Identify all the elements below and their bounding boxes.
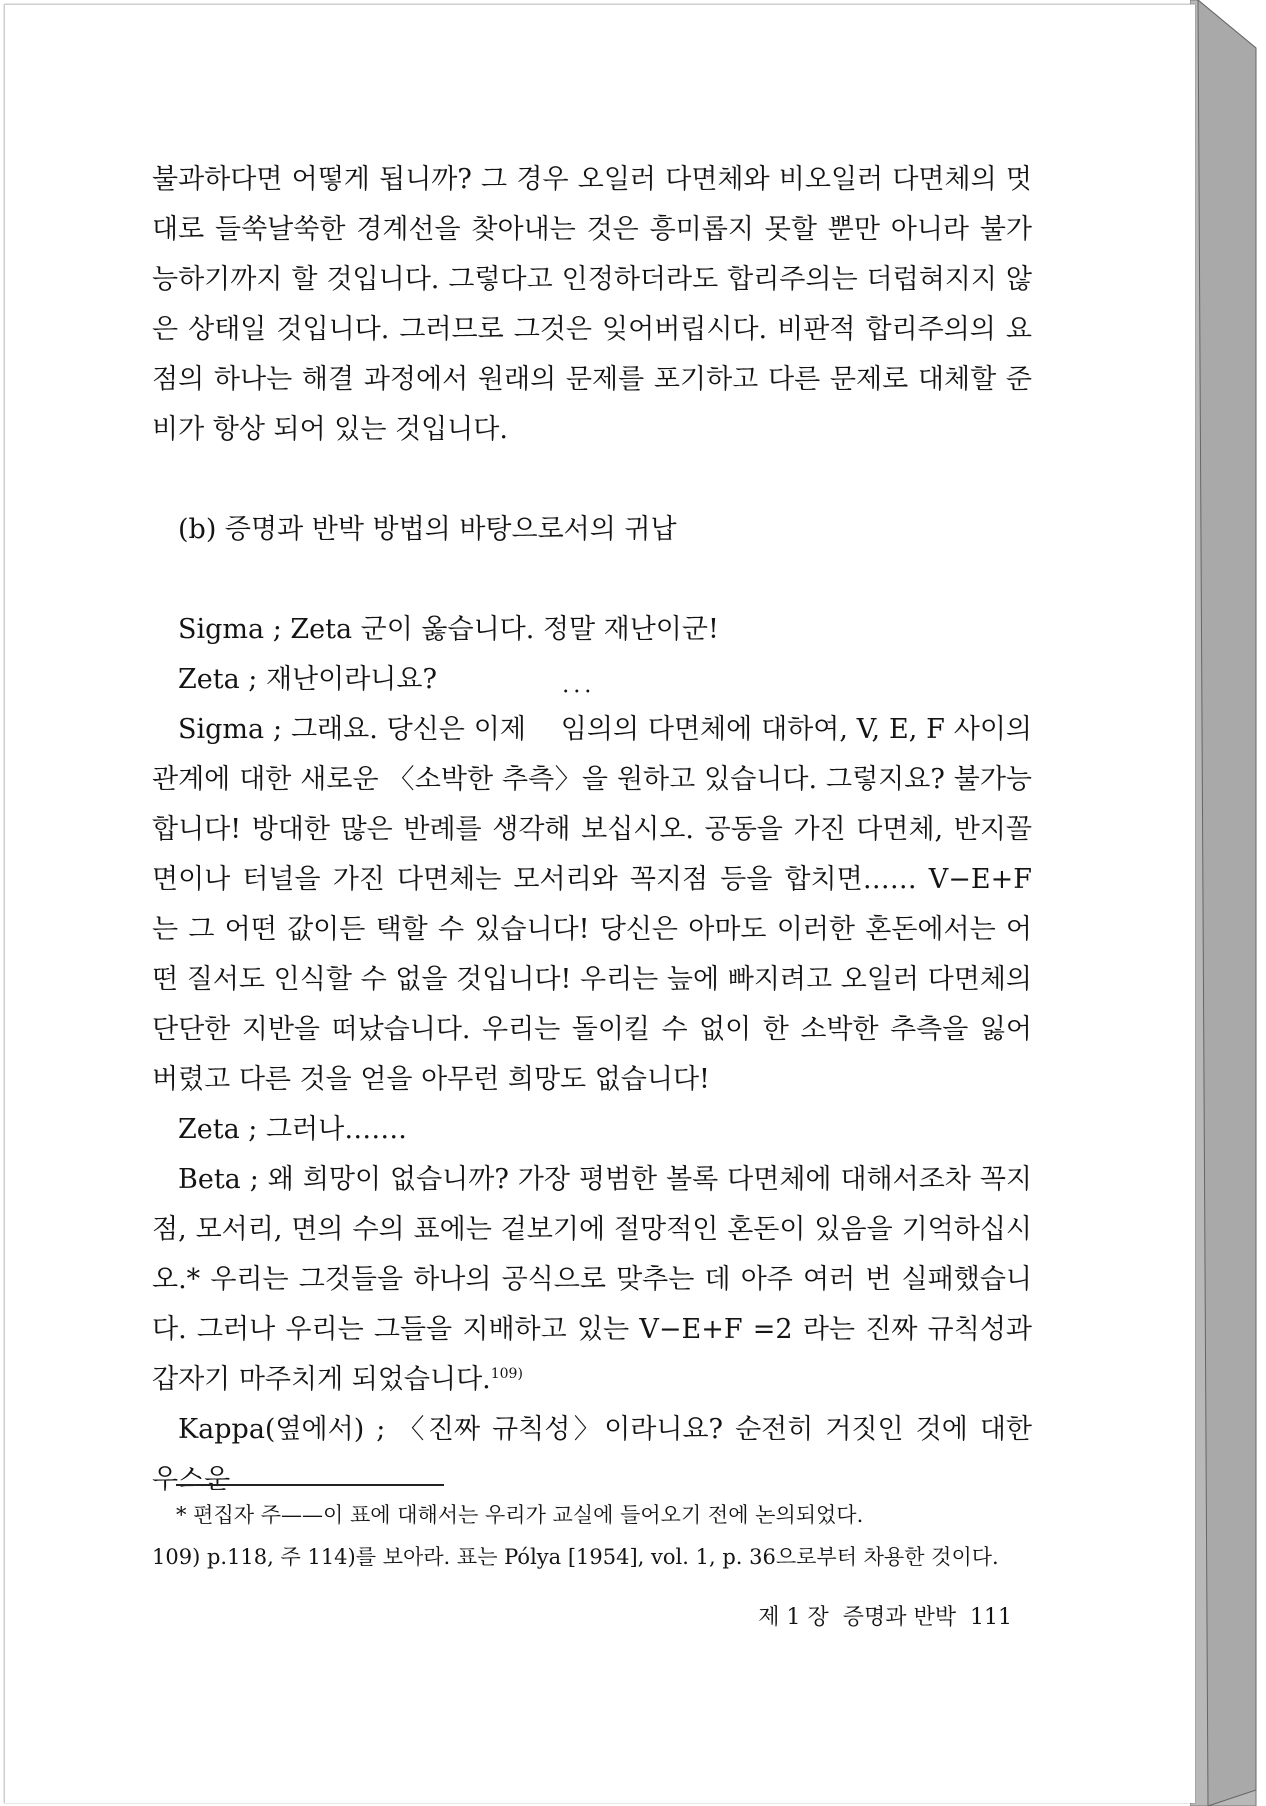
page-body	[152, 155, 1032, 1505]
chapter-title: 증명과 반박	[842, 1605, 956, 1630]
dialogue-line	[152, 705, 1032, 1105]
speaker-name: Zeta	[178, 664, 240, 695]
dialogue-text: 그래요. 당신은 이제	[290, 714, 535, 745]
footnote-reference: 109)	[490, 1366, 523, 1382]
dialogue-line	[152, 1105, 1032, 1155]
speaker-separator: ;	[239, 664, 266, 695]
dialogue-line	[152, 1405, 1032, 1505]
section-heading: (b) 증명과 반박 방법의 바탕으로서의 귀납	[178, 514, 677, 545]
footnote-109: 109) p.118, 주 114)를 보아라. 표는 Pólya [1954], vol. 1, p. 36으로부터 차용한 것이다.	[152, 1545, 999, 1569]
page-footer	[746, 1600, 1012, 1631]
speaker-separator: ;	[239, 1114, 266, 1145]
emphasized-word: • • • 임의의	[535, 705, 639, 755]
footnotes	[152, 1494, 1042, 1578]
dialogue-text: 왜 희망이 없습니까? 가장 평범한 볼록 다면체에 대해서조차 꼭지점, 모서리, 면의 수의 표에는 겉보기에 절망적인 혼돈이 있음을 기억하십시오.* 우리는 그것들을 하나의 공식으로 맞추는 데 아주 여러 번 실패했습니다. 그러나 우리는 그들을 지배하고 있는 V−E+F =2 라는 진짜 규칙성과 갑자기 마주치게 되었습니다.	[152, 1164, 1032, 1395]
speaker-name: Kappa(옆에서)	[178, 1414, 365, 1445]
speaker-separator: ;	[240, 1164, 268, 1195]
speaker-name: Sigma	[178, 614, 265, 645]
speaker-name: Sigma	[178, 714, 265, 745]
dialogue-text: 다면체에 대하여, V, E, F 사이의 관계에 대한 새로운 〈소박한 추측〉을 원하고 있습니다. 그렇지요? 불가능합니다! 방대한 많은 반례를 생각해 보십시오. 공동을 가진 다면체, 반지꼴 면이나 터널을 가진 다면체는 모서리와 꼭지점 등을 합치면…… V−E+F 는 그 어떤 값이든 택할 수 있습니다! 당신은 아마도 이러한 혼돈에서는 어떤 질서도 인식할 수 없을 것입니다! 우리는 늪에 빠지려고 오일러 다면체의 단단한 지반을 떠났습니다. 우리는 돌이킬 수 없이 한 소박한 추측을 잃어 버렸고 다른 것을 얻을 아무런 희망도 없습니다!	[152, 714, 1032, 1095]
footnote-divider	[176, 1484, 444, 1486]
dialogue-line	[152, 605, 1032, 655]
chapter-label: 제 1 장	[758, 1605, 829, 1630]
speaker-separator: ;	[364, 1414, 398, 1445]
dialogue-text: Zeta 군이 옳습니다. 정말 재난이군!	[290, 614, 719, 645]
footnote-editor: * 편집자 주——이 표에 대해서는 우리가 교실에 들어오기 전에 논의되었다.	[176, 1503, 864, 1527]
dialogue-line	[152, 655, 1032, 705]
speaker-separator: ;	[264, 614, 291, 645]
dialogue-text: 재난이라니요?	[265, 664, 437, 695]
speaker-separator: ;	[264, 714, 291, 745]
book-page-edge	[1190, 0, 1266, 1806]
dialogue-line	[152, 1155, 1032, 1405]
speaker-name: Beta	[178, 1164, 241, 1195]
dialogue-text: 〈진짜 규칙성〉이라니요? 순전히 거짓인 것에 대한 우스운	[152, 1414, 1032, 1495]
dialogue-text: 그러나…….	[265, 1114, 407, 1145]
speaker-name: Zeta	[178, 1114, 240, 1145]
intro-paragraph: 불과하다면 어떻게 됩니까? 그 경우 오일러 다면체와 비오일러 다면체의 멋대로 들쑥날쑥한 경계선을 찾아내는 것은 흥미롭지 못할 뿐만 아니라 불가능하기까지 할 것입니다. 그렇다고 인정하더라도 합리주의는 더럽혀지지 않은 상태일 것입니다. 그러므로 그것은 잊어버립시다. 비판적 합리주의의 요점의 하나는 해결 과정에서 원래의 문제를 포기하고 다른 문제로 대체할 준비가 항상 되어 있는 것입니다.	[152, 164, 1032, 445]
page-number: 111	[970, 1605, 1012, 1630]
